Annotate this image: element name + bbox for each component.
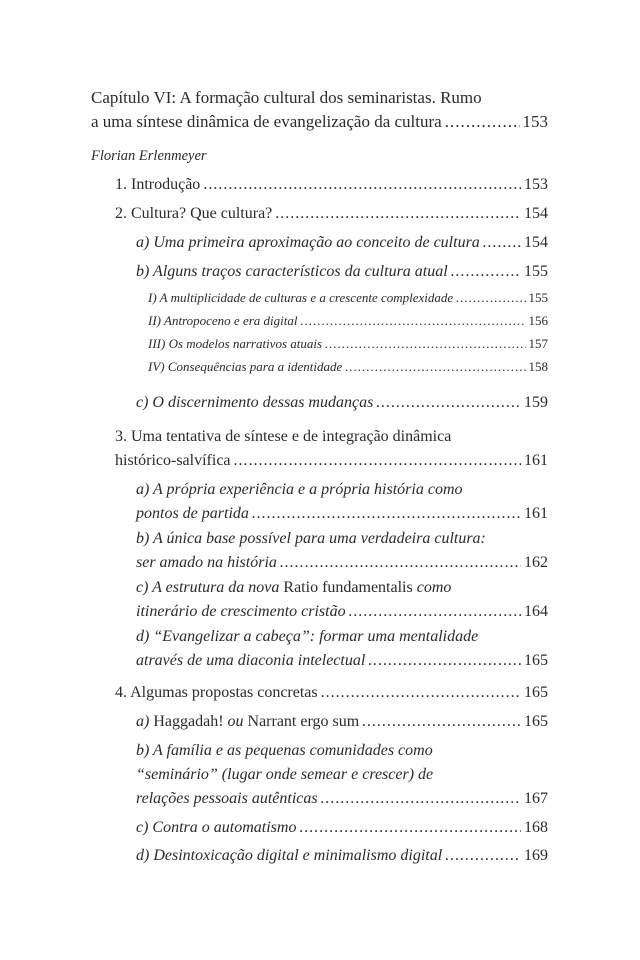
- toc-subentry[interactable]: [136, 576, 548, 624]
- leader-dots: [275, 202, 521, 226]
- toc-subsubentry[interactable]: [148, 357, 548, 377]
- page-number: 161: [524, 452, 548, 469]
- leader-dots: [376, 391, 521, 415]
- toc-entry-text: c) Contra o automatismo: [136, 819, 297, 836]
- toc-entry-text: c) O discernimento dessas mudanças: [136, 394, 374, 411]
- toc-entry-line1: [136, 576, 548, 600]
- toc-subsubentry[interactable]: [148, 311, 548, 331]
- chapter-title-line1: Capítulo VI: A formação cultural dos seminaristas. Rumo: [91, 88, 482, 107]
- chapter-title-row: [91, 110, 548, 134]
- page-number: 161: [524, 505, 548, 522]
- toc-entry[interactable]: [115, 173, 548, 197]
- page-number: 156: [528, 313, 548, 328]
- leader-dots: [451, 260, 521, 284]
- leader-dots: [252, 502, 521, 526]
- toc-entry-text: II) Antropoceno e era digital: [148, 313, 298, 328]
- toc-entry-text: 3. Uma tentativa de síntese e de integração dinâmica: [115, 428, 452, 445]
- narrant-text: Narrant ergo sum: [247, 713, 360, 730]
- leader-dots: [300, 311, 525, 331]
- toc-entry-text: como: [412, 579, 452, 596]
- toc-entry-text: histórico-salvífica: [115, 452, 231, 469]
- page-number: 158: [528, 359, 548, 374]
- leader-dots: [445, 844, 521, 868]
- toc-entry-text: d) Desintoxicação digital e minimalismo digital: [136, 847, 443, 864]
- page-number: 165: [524, 652, 548, 669]
- toc-subentry[interactable]: [136, 710, 548, 734]
- toc-entry-text: III) Os modelos narrativos atuais: [148, 336, 323, 351]
- leader-dots: [349, 600, 521, 624]
- leader-dots: [368, 649, 521, 673]
- page-number: 169: [524, 847, 548, 864]
- haggadah-text: Haggadah!: [153, 713, 224, 730]
- leader-dots: [362, 710, 521, 734]
- toc-entry[interactable]: [115, 202, 548, 226]
- page-number: 162: [524, 554, 548, 571]
- toc-entry-text: 2. Cultura? Que cultura?: [115, 205, 273, 222]
- page-number: 167: [524, 790, 548, 807]
- leader-dots: [345, 357, 525, 377]
- toc-entry-text: a) Uma primeira aproximação ao conceito de cultura: [136, 234, 480, 251]
- toc-subentry[interactable]: [136, 478, 548, 526]
- leader-dots: [325, 334, 525, 354]
- leader-dots: [280, 551, 521, 575]
- leader-dots: [321, 787, 521, 811]
- toc-entry-text: ser amado na história: [136, 554, 277, 571]
- toc-subentry[interactable]: [136, 625, 548, 673]
- toc-entry-text: “seminário” (lugar onde semear e crescer) de: [136, 766, 434, 783]
- page-number: 154: [524, 205, 548, 222]
- leader-dots: [483, 231, 521, 255]
- page-number: 165: [524, 684, 548, 701]
- page-number: 165: [524, 713, 548, 730]
- toc-entry-text: d) “Evangelizar a cabeça”: formar uma mentalidade: [136, 628, 479, 645]
- toc-entry-text: c) A estrutura da nova: [136, 579, 284, 596]
- page-number: 155: [524, 263, 548, 280]
- toc-entry-text: 1. Introdução: [115, 176, 201, 193]
- toc-entry[interactable]: [115, 425, 548, 473]
- leader-dots: [321, 681, 521, 705]
- chapter-title: [91, 86, 548, 134]
- page-number: 153: [522, 112, 548, 131]
- chapter-title-line2: a uma síntese dinâmica de evangelização da cultura: [91, 112, 442, 131]
- leader-dots: [203, 173, 521, 197]
- author-name: Florian Erlenmeyer: [91, 148, 207, 164]
- toc-entry-text: a): [136, 713, 154, 730]
- page-number: 159: [524, 394, 548, 411]
- toc-entry-text: [136, 710, 359, 734]
- toc-subsubentry[interactable]: [148, 334, 548, 354]
- toc-subentry[interactable]: [136, 391, 548, 415]
- page-number: 153: [524, 176, 548, 193]
- toc-entry-text: itinerário de crescimento cristão: [136, 603, 346, 620]
- leader-dots: [456, 288, 525, 308]
- toc-entry-text: 4. Algumas propostas concretas: [115, 684, 318, 701]
- toc-entry-text: b) A família e as pequenas comunidades como: [136, 742, 433, 759]
- toc-subentry[interactable]: [136, 527, 548, 575]
- toc-subentry[interactable]: [136, 816, 548, 840]
- page-number: 157: [528, 336, 548, 351]
- toc-entry-text: IV) Consequências para a identidade: [148, 359, 343, 374]
- toc-entry[interactable]: [115, 681, 548, 705]
- leader-dots: [299, 816, 521, 840]
- leader-dots: [234, 449, 521, 473]
- toc-subentry[interactable]: [136, 739, 548, 811]
- toc-subsubentry[interactable]: [148, 288, 548, 308]
- toc-entry-text: a) A própria experiência e a própria história como: [136, 481, 463, 498]
- toc-entry-text: b) A única base possível para uma verdadeira cultura:: [136, 530, 486, 547]
- toc-subentry[interactable]: [136, 231, 548, 255]
- toc-entry-text: pontos de partida: [136, 505, 249, 522]
- page-number: 168: [524, 819, 548, 836]
- toc-subentry[interactable]: [136, 844, 548, 868]
- toc-entry-text: através de uma diaconia intelectual: [136, 652, 366, 669]
- toc-subentry[interactable]: [136, 260, 548, 284]
- toc-entry-text: relações pessoais autênticas: [136, 790, 318, 807]
- ratio-fundamentalis-text: Ratio fundamentalis: [283, 579, 413, 596]
- toc-entry-text: ou: [223, 713, 248, 730]
- page-number: 164: [524, 603, 548, 620]
- page-number: 155: [528, 290, 548, 305]
- page-number: 154: [524, 234, 548, 251]
- toc-entry-text: I) A multiplicidade de culturas e a crescente complexidade: [148, 290, 454, 305]
- leader-dots: [445, 110, 520, 134]
- toc-entry-text: b) Alguns traços característicos da cultura atual: [136, 263, 448, 280]
